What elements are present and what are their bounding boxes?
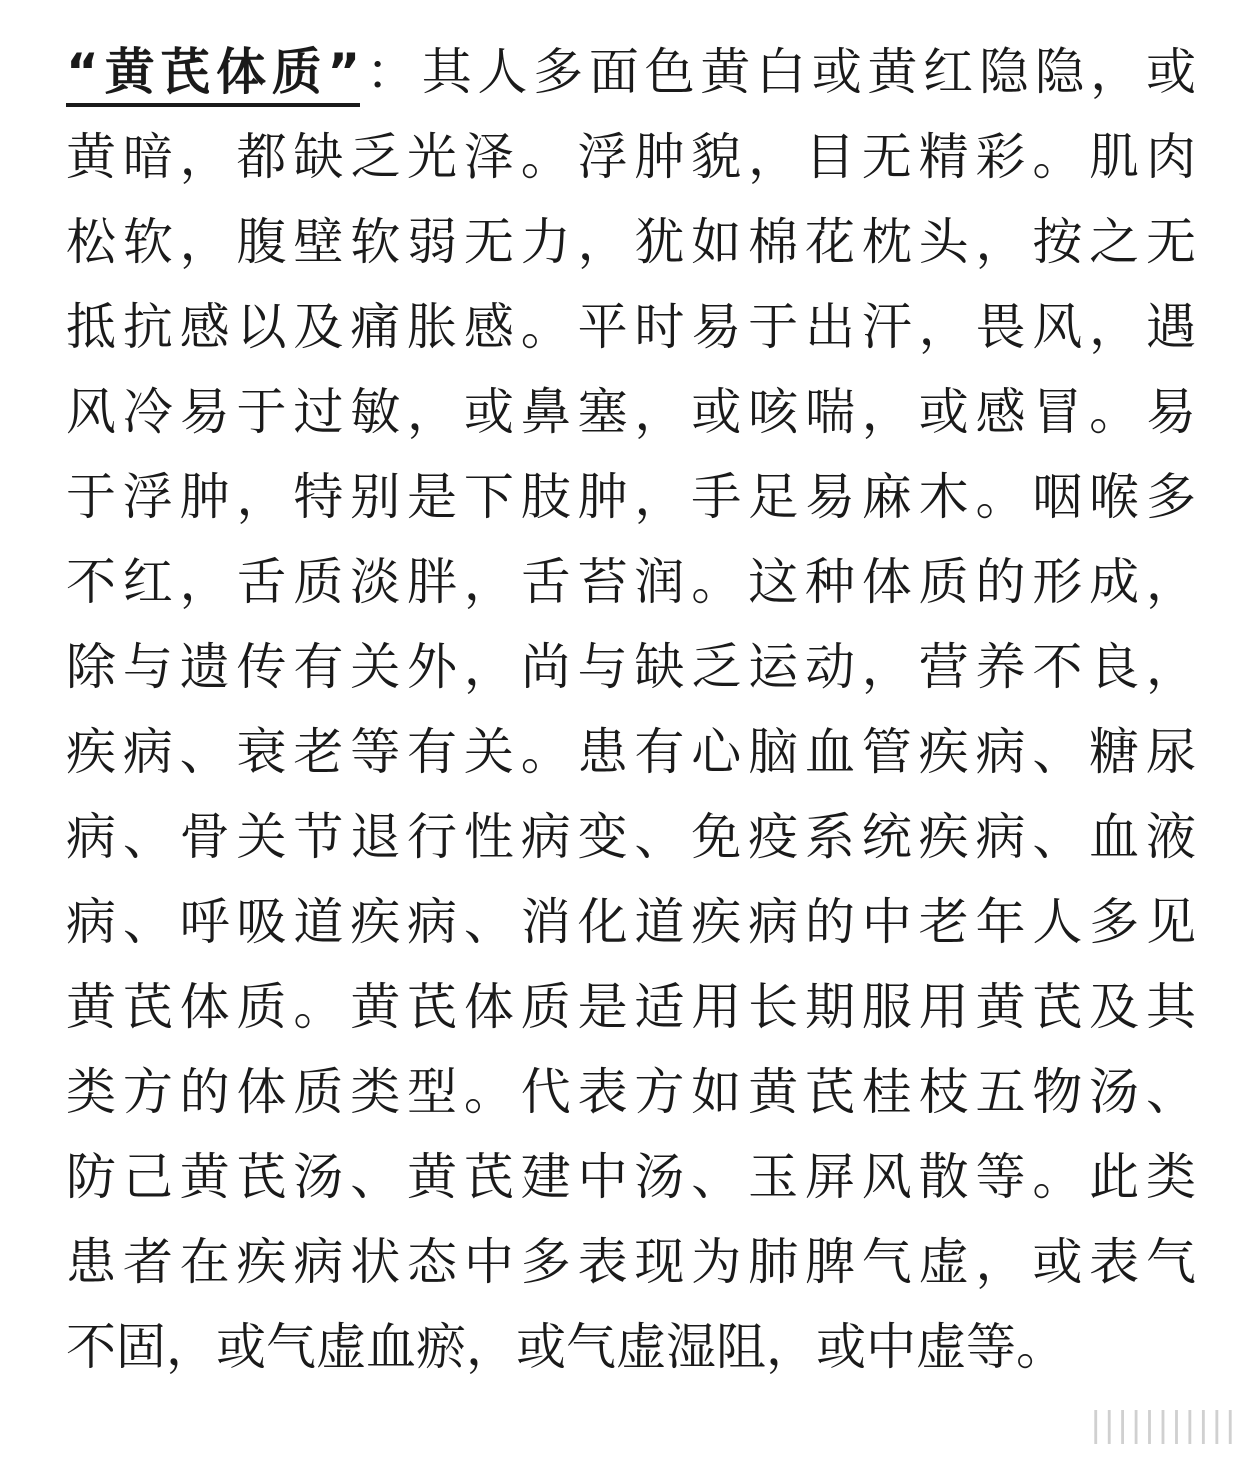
text-line-3: 松软，腹壁软弱无力，犹如棉花枕头，按之无 [66, 213, 1196, 271]
text-line-1 [66, 30, 1196, 115]
watermark: ||||||||||| [1089, 1405, 1238, 1445]
text-line-11: 病、呼吸道疾病、消化道疾病的中老年人多见 [66, 893, 1196, 951]
highlighted-term: “黄芪体质” [66, 43, 360, 107]
text-line-4: 抵抗感以及痛胀感。平时易于出汗，畏风，遇 [66, 298, 1196, 356]
text-line-8: 除与遗传有关外，尚与缺乏运动，营养不良， [66, 638, 1196, 696]
article-body [66, 30, 1196, 1390]
text-line-14: 防己黄芪汤、黄芪建中汤、玉屏风散等。此类 [66, 1148, 1196, 1206]
text-line-9: 疾病、衰老等有关。患有心脑血管疾病、糖尿 [66, 723, 1196, 781]
text-line-7: 不红，舌质淡胖，舌苔润。这种体质的形成， [66, 553, 1196, 611]
text-line-10: 病、骨关节退行性病变、免疫系统疾病、血液 [66, 808, 1196, 866]
text-line-6: 于浮肿，特别是下肢肿，手足易麻木。咽喉多 [66, 468, 1196, 526]
text-line-5: 风冷易于过敏，或鼻塞，或咳喘，或感冒。易 [66, 383, 1196, 441]
text-line-1-rest: ：其人多面色黄白或黄红隐隐，或 [360, 43, 1196, 101]
text-line-15: 患者在疾病状态中多表现为肺脾气虚，或表气 [66, 1233, 1196, 1291]
text-line-2: 黄暗，都缺乏光泽。浮肿貌，目无精彩。肌肉 [66, 128, 1196, 186]
text-line-16: 不固，或气虚血瘀，或气虚湿阻，或中虚等。 [66, 1318, 1066, 1376]
text-line-13: 类方的体质类型。代表方如黄芪桂枝五物汤、 [66, 1063, 1196, 1121]
text-line-12: 黄芪体质。黄芪体质是适用长期服用黄芪及其 [66, 978, 1196, 1036]
